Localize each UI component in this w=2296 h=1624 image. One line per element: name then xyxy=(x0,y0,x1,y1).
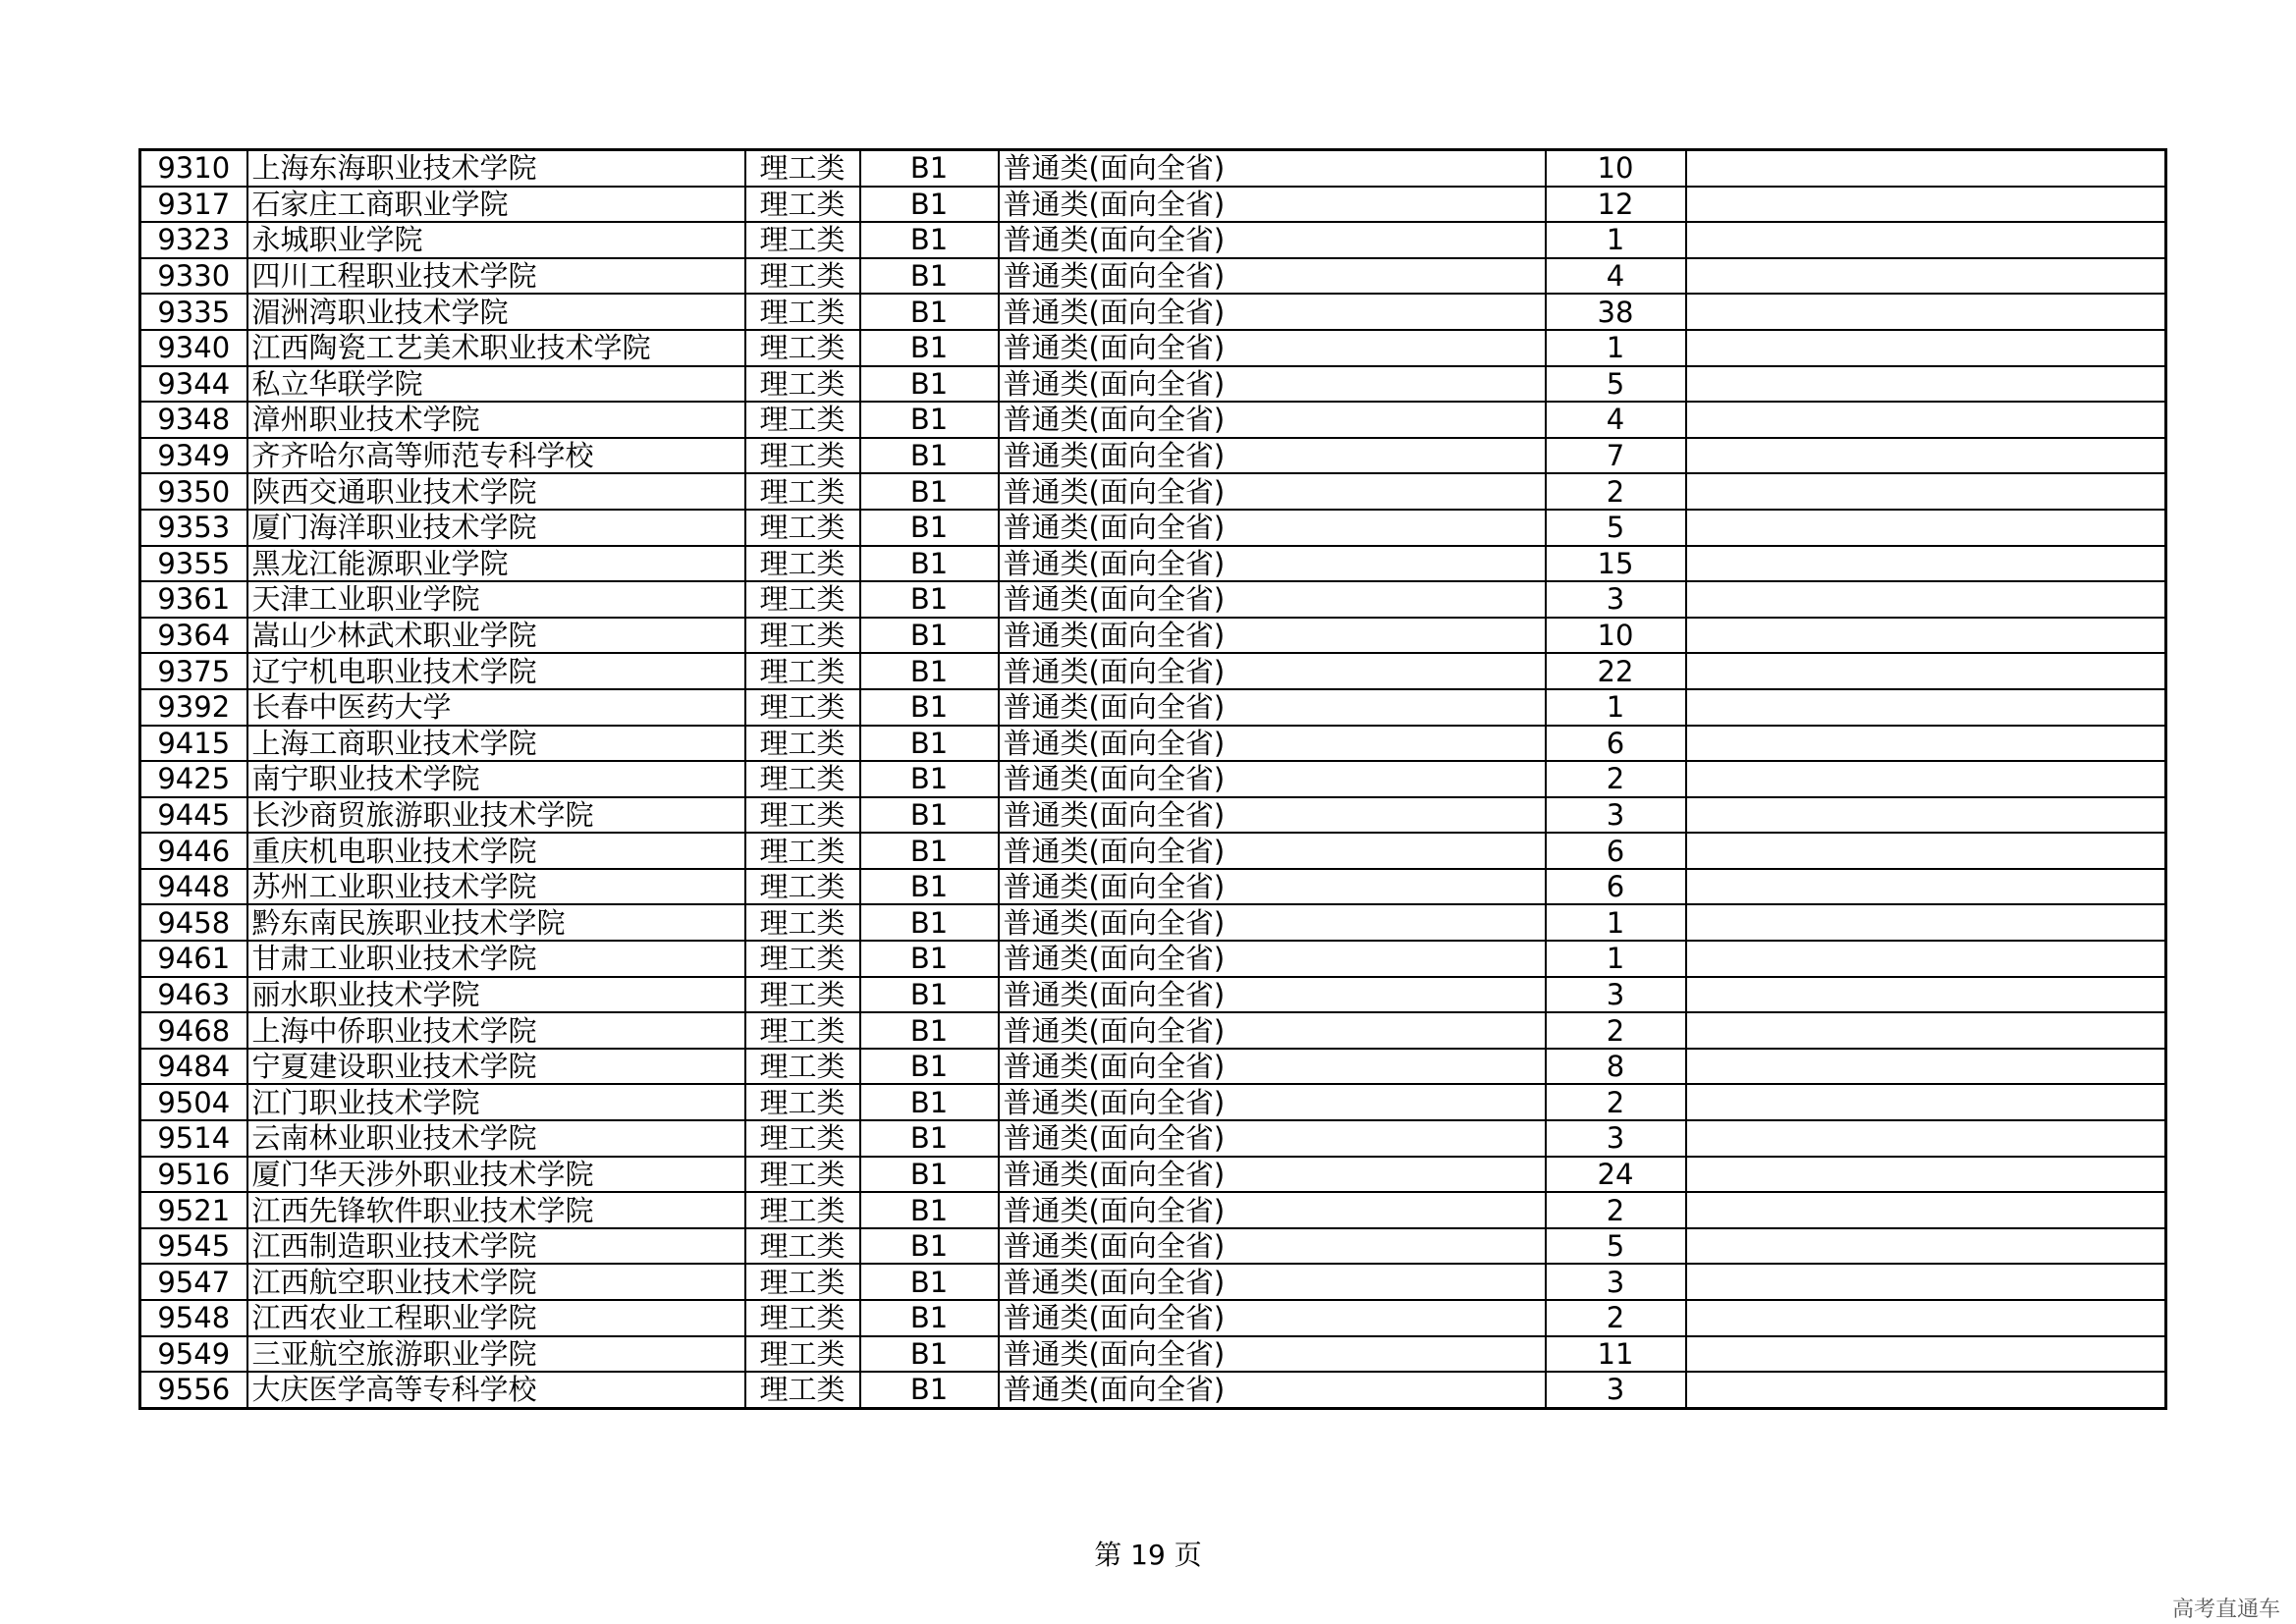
batch-level-cell: B1 xyxy=(860,761,999,797)
subject-category-cell: 理工类 xyxy=(745,438,860,474)
remarks-cell xyxy=(1686,869,2166,905)
subject-category-cell: 理工类 xyxy=(745,653,860,689)
plan-count-cell: 24 xyxy=(1546,1157,1686,1193)
school-code-cell: 9310 xyxy=(140,150,247,187)
school-name-cell: 长春中医药大学 xyxy=(247,689,745,726)
school-name-cell: 上海中侨职业技术学院 xyxy=(247,1012,745,1049)
table-row xyxy=(140,618,2166,654)
school-code-cell: 9353 xyxy=(140,510,247,546)
school-code-cell: 9335 xyxy=(140,294,247,330)
batch-level-cell: B1 xyxy=(860,473,999,510)
remarks-cell xyxy=(1686,1049,2166,1085)
plan-type-cell: 普通类(面向全省) xyxy=(999,473,1546,510)
plan-type-cell: 普通类(面向全省) xyxy=(999,1012,1546,1049)
plan-type-cell: 普通类(面向全省) xyxy=(999,294,1546,330)
plan-count-cell: 6 xyxy=(1546,869,1686,905)
remarks-cell xyxy=(1686,1012,2166,1049)
school-code-cell: 9340 xyxy=(140,330,247,366)
plan-count-cell: 2 xyxy=(1546,761,1686,797)
plan-type-cell: 普通类(面向全省) xyxy=(999,1049,1546,1085)
plan-count-cell: 3 xyxy=(1546,977,1686,1013)
table-row xyxy=(140,546,2166,582)
school-code-cell: 9415 xyxy=(140,726,247,762)
batch-level-cell: B1 xyxy=(860,977,999,1013)
school-code-cell: 9514 xyxy=(140,1120,247,1157)
remarks-cell xyxy=(1686,1372,2166,1408)
subject-category-cell: 理工类 xyxy=(745,510,860,546)
plan-count-cell: 8 xyxy=(1546,1049,1686,1085)
school-name-cell: 天津工业职业学院 xyxy=(247,581,745,618)
school-name-cell: 江门职业技术学院 xyxy=(247,1084,745,1120)
plan-count-cell: 11 xyxy=(1546,1336,1686,1373)
batch-level-cell: B1 xyxy=(860,258,999,295)
plan-count-cell: 7 xyxy=(1546,438,1686,474)
remarks-cell xyxy=(1686,689,2166,726)
plan-type-cell: 普通类(面向全省) xyxy=(999,187,1546,223)
plan-type-cell: 普通类(面向全省) xyxy=(999,402,1546,438)
batch-level-cell: B1 xyxy=(860,581,999,618)
school-code-cell: 9425 xyxy=(140,761,247,797)
remarks-cell xyxy=(1686,1300,2166,1336)
table-row xyxy=(140,402,2166,438)
batch-level-cell: B1 xyxy=(860,1049,999,1085)
table-row xyxy=(140,1012,2166,1049)
school-name-cell: 长沙商贸旅游职业技术学院 xyxy=(247,797,745,834)
admission-plan-table xyxy=(138,148,2167,1410)
plan-count-cell: 3 xyxy=(1546,1264,1686,1300)
table-row xyxy=(140,1264,2166,1300)
school-name-cell: 辽宁机电职业技术学院 xyxy=(247,653,745,689)
remarks-cell xyxy=(1686,366,2166,403)
plan-type-cell: 普通类(面向全省) xyxy=(999,1192,1546,1228)
batch-level-cell: B1 xyxy=(860,222,999,258)
plan-type-cell: 普通类(面向全省) xyxy=(999,1336,1546,1373)
plan-type-cell: 普通类(面向全省) xyxy=(999,438,1546,474)
school-code-cell: 9364 xyxy=(140,618,247,654)
school-code-cell: 9521 xyxy=(140,1192,247,1228)
batch-level-cell: B1 xyxy=(860,869,999,905)
subject-category-cell: 理工类 xyxy=(745,1192,860,1228)
plan-type-cell: 普通类(面向全省) xyxy=(999,977,1546,1013)
school-name-cell: 苏州工业职业技术学院 xyxy=(247,869,745,905)
plan-count-cell: 38 xyxy=(1546,294,1686,330)
plan-count-cell: 1 xyxy=(1546,904,1686,941)
remarks-cell xyxy=(1686,258,2166,295)
table-row xyxy=(140,1192,2166,1228)
school-code-cell: 9445 xyxy=(140,797,247,834)
plan-count-cell: 2 xyxy=(1546,1192,1686,1228)
school-name-cell: 江西航空职业技术学院 xyxy=(247,1264,745,1300)
subject-category-cell: 理工类 xyxy=(745,869,860,905)
plan-type-cell: 普通类(面向全省) xyxy=(999,618,1546,654)
table-row xyxy=(140,977,2166,1013)
subject-category-cell: 理工类 xyxy=(745,1300,860,1336)
batch-level-cell: B1 xyxy=(860,402,999,438)
school-code-cell: 9468 xyxy=(140,1012,247,1049)
school-code-cell: 9548 xyxy=(140,1300,247,1336)
school-code-cell: 9317 xyxy=(140,187,247,223)
page-number: 第 19 页 xyxy=(1094,1539,1202,1571)
table-row xyxy=(140,438,2166,474)
remarks-cell xyxy=(1686,402,2166,438)
plan-count-cell: 2 xyxy=(1546,1012,1686,1049)
remarks-cell xyxy=(1686,1120,2166,1157)
school-code-cell: 9323 xyxy=(140,222,247,258)
plan-count-cell: 3 xyxy=(1546,581,1686,618)
table-row xyxy=(140,904,2166,941)
school-name-cell: 厦门海洋职业技术学院 xyxy=(247,510,745,546)
batch-level-cell: B1 xyxy=(860,546,999,582)
remarks-cell xyxy=(1686,510,2166,546)
table-row xyxy=(140,330,2166,366)
school-name-cell: 四川工程职业技术学院 xyxy=(247,258,745,295)
school-name-cell: 上海东海职业技术学院 xyxy=(247,150,745,187)
batch-level-cell: B1 xyxy=(860,1157,999,1193)
plan-type-cell: 普通类(面向全省) xyxy=(999,726,1546,762)
batch-level-cell: B1 xyxy=(860,1300,999,1336)
batch-level-cell: B1 xyxy=(860,1012,999,1049)
school-name-cell: 江西制造职业技术学院 xyxy=(247,1228,745,1265)
subject-category-cell: 理工类 xyxy=(745,222,860,258)
school-name-cell: 大庆医学高等专科学校 xyxy=(247,1372,745,1408)
school-code-cell: 9545 xyxy=(140,1228,247,1265)
batch-level-cell: B1 xyxy=(860,510,999,546)
school-name-cell: 宁夏建设职业技术学院 xyxy=(247,1049,745,1085)
plan-type-cell: 普通类(面向全省) xyxy=(999,581,1546,618)
school-name-cell: 南宁职业技术学院 xyxy=(247,761,745,797)
plan-count-cell: 3 xyxy=(1546,797,1686,834)
table-row xyxy=(140,726,2166,762)
school-code-cell: 9348 xyxy=(140,402,247,438)
remarks-cell xyxy=(1686,1192,2166,1228)
subject-category-cell: 理工类 xyxy=(745,941,860,977)
school-code-cell: 9446 xyxy=(140,833,247,869)
plan-type-cell: 普通类(面向全省) xyxy=(999,330,1546,366)
school-name-cell: 厦门华天涉外职业技术学院 xyxy=(247,1157,745,1193)
school-code-cell: 9375 xyxy=(140,653,247,689)
plan-type-cell: 普通类(面向全省) xyxy=(999,904,1546,941)
table-row xyxy=(140,258,2166,295)
school-code-cell: 9463 xyxy=(140,977,247,1013)
table-row xyxy=(140,1120,2166,1157)
subject-category-cell: 理工类 xyxy=(745,977,860,1013)
subject-category-cell: 理工类 xyxy=(745,546,860,582)
table-row xyxy=(140,294,2166,330)
school-name-cell: 湄洲湾职业技术学院 xyxy=(247,294,745,330)
remarks-cell xyxy=(1686,473,2166,510)
school-name-cell: 黔东南民族职业技术学院 xyxy=(247,904,745,941)
plan-count-cell: 22 xyxy=(1546,653,1686,689)
plan-type-cell: 普通类(面向全省) xyxy=(999,258,1546,295)
plan-count-cell: 2 xyxy=(1546,1084,1686,1120)
subject-category-cell: 理工类 xyxy=(745,1012,860,1049)
plan-type-cell: 普通类(面向全省) xyxy=(999,1084,1546,1120)
school-name-cell: 三亚航空旅游职业学院 xyxy=(247,1336,745,1373)
remarks-cell xyxy=(1686,546,2166,582)
subject-category-cell: 理工类 xyxy=(745,1336,860,1373)
school-code-cell: 9516 xyxy=(140,1157,247,1193)
subject-category-cell: 理工类 xyxy=(745,1120,860,1157)
school-code-cell: 9458 xyxy=(140,904,247,941)
subject-category-cell: 理工类 xyxy=(745,402,860,438)
batch-level-cell: B1 xyxy=(860,366,999,403)
school-name-cell: 江西陶瓷工艺美术职业技术学院 xyxy=(247,330,745,366)
plan-type-cell: 普通类(面向全省) xyxy=(999,1300,1546,1336)
plan-count-cell: 10 xyxy=(1546,150,1686,187)
school-name-cell: 重庆机电职业技术学院 xyxy=(247,833,745,869)
school-code-cell: 9349 xyxy=(140,438,247,474)
subject-category-cell: 理工类 xyxy=(745,258,860,295)
school-name-cell: 嵩山少林武术职业学院 xyxy=(247,618,745,654)
plan-count-cell: 3 xyxy=(1546,1120,1686,1157)
plan-count-cell: 1 xyxy=(1546,222,1686,258)
plan-type-cell: 普通类(面向全省) xyxy=(999,1120,1546,1157)
table-row xyxy=(140,1372,2166,1408)
plan-count-cell: 6 xyxy=(1546,726,1686,762)
remarks-cell xyxy=(1686,761,2166,797)
remarks-cell xyxy=(1686,833,2166,869)
watermark-text: 高考直通车 xyxy=(2171,1597,2280,1622)
table-row xyxy=(140,833,2166,869)
school-code-cell: 9392 xyxy=(140,689,247,726)
batch-level-cell: B1 xyxy=(860,1336,999,1373)
plan-type-cell: 普通类(面向全省) xyxy=(999,761,1546,797)
batch-level-cell: B1 xyxy=(860,150,999,187)
plan-count-cell: 4 xyxy=(1546,402,1686,438)
batch-level-cell: B1 xyxy=(860,618,999,654)
subject-category-cell: 理工类 xyxy=(745,1157,860,1193)
subject-category-cell: 理工类 xyxy=(745,187,860,223)
plan-type-cell: 普通类(面向全省) xyxy=(999,222,1546,258)
table-row xyxy=(140,1300,2166,1336)
batch-level-cell: B1 xyxy=(860,1120,999,1157)
plan-count-cell: 2 xyxy=(1546,473,1686,510)
batch-level-cell: B1 xyxy=(860,833,999,869)
remarks-cell xyxy=(1686,330,2166,366)
school-code-cell: 9361 xyxy=(140,581,247,618)
subject-category-cell: 理工类 xyxy=(745,689,860,726)
table-row xyxy=(140,187,2166,223)
plan-type-cell: 普通类(面向全省) xyxy=(999,941,1546,977)
subject-category-cell: 理工类 xyxy=(745,618,860,654)
table-row xyxy=(140,1049,2166,1085)
remarks-cell xyxy=(1686,618,2166,654)
subject-category-cell: 理工类 xyxy=(745,366,860,403)
batch-level-cell: B1 xyxy=(860,904,999,941)
table-row xyxy=(140,366,2166,403)
plan-type-cell: 普通类(面向全省) xyxy=(999,689,1546,726)
remarks-cell xyxy=(1686,1084,2166,1120)
school-code-cell: 9330 xyxy=(140,258,247,295)
plan-type-cell: 普通类(面向全省) xyxy=(999,1264,1546,1300)
table-row xyxy=(140,1228,2166,1265)
school-name-cell: 丽水职业技术学院 xyxy=(247,977,745,1013)
subject-category-cell: 理工类 xyxy=(745,726,860,762)
school-code-cell: 9484 xyxy=(140,1049,247,1085)
remarks-cell xyxy=(1686,653,2166,689)
school-name-cell: 陕西交通职业技术学院 xyxy=(247,473,745,510)
plan-count-cell: 3 xyxy=(1546,1372,1686,1408)
remarks-cell xyxy=(1686,726,2166,762)
batch-level-cell: B1 xyxy=(860,689,999,726)
school-name-cell: 江西农业工程职业学院 xyxy=(247,1300,745,1336)
subject-category-cell: 理工类 xyxy=(745,761,860,797)
plan-count-cell: 5 xyxy=(1546,510,1686,546)
plan-count-cell: 6 xyxy=(1546,833,1686,869)
subject-category-cell: 理工类 xyxy=(745,150,860,187)
school-name-cell: 黑龙江能源职业学院 xyxy=(247,546,745,582)
batch-level-cell: B1 xyxy=(860,330,999,366)
plan-count-cell: 5 xyxy=(1546,1228,1686,1265)
batch-level-cell: B1 xyxy=(860,941,999,977)
table-row xyxy=(140,653,2166,689)
subject-category-cell: 理工类 xyxy=(745,1228,860,1265)
remarks-cell xyxy=(1686,1228,2166,1265)
plan-type-cell: 普通类(面向全省) xyxy=(999,1372,1546,1408)
batch-level-cell: B1 xyxy=(860,797,999,834)
table-row xyxy=(140,1084,2166,1120)
subject-category-cell: 理工类 xyxy=(745,294,860,330)
table-row xyxy=(140,150,2166,187)
remarks-cell xyxy=(1686,1157,2166,1193)
table-row xyxy=(140,581,2166,618)
plan-type-cell: 普通类(面向全省) xyxy=(999,1228,1546,1265)
subject-category-cell: 理工类 xyxy=(745,1049,860,1085)
batch-level-cell: B1 xyxy=(860,294,999,330)
subject-category-cell: 理工类 xyxy=(745,330,860,366)
remarks-cell xyxy=(1686,581,2166,618)
school-code-cell: 9549 xyxy=(140,1336,247,1373)
remarks-cell xyxy=(1686,150,2166,187)
remarks-cell xyxy=(1686,222,2166,258)
school-code-cell: 9504 xyxy=(140,1084,247,1120)
subject-category-cell: 理工类 xyxy=(745,581,860,618)
table-row xyxy=(140,1336,2166,1373)
remarks-cell xyxy=(1686,187,2166,223)
school-name-cell: 上海工商职业技术学院 xyxy=(247,726,745,762)
school-code-cell: 9355 xyxy=(140,546,247,582)
plan-count-cell: 1 xyxy=(1546,941,1686,977)
remarks-cell xyxy=(1686,977,2166,1013)
batch-level-cell: B1 xyxy=(860,187,999,223)
table-row xyxy=(140,689,2166,726)
plan-type-cell: 普通类(面向全省) xyxy=(999,1157,1546,1193)
remarks-cell xyxy=(1686,1336,2166,1373)
batch-level-cell: B1 xyxy=(860,438,999,474)
remarks-cell xyxy=(1686,904,2166,941)
school-name-cell: 石家庄工商职业学院 xyxy=(247,187,745,223)
school-name-cell: 漳州职业技术学院 xyxy=(247,402,745,438)
plan-count-cell: 1 xyxy=(1546,689,1686,726)
plan-type-cell: 普通类(面向全省) xyxy=(999,833,1546,869)
table-row xyxy=(140,761,2166,797)
batch-level-cell: B1 xyxy=(860,1264,999,1300)
plan-count-cell: 12 xyxy=(1546,187,1686,223)
subject-category-cell: 理工类 xyxy=(745,797,860,834)
batch-level-cell: B1 xyxy=(860,653,999,689)
plan-count-cell: 4 xyxy=(1546,258,1686,295)
table-row xyxy=(140,797,2166,834)
subject-category-cell: 理工类 xyxy=(745,833,860,869)
remarks-cell xyxy=(1686,941,2166,977)
plan-count-cell: 5 xyxy=(1546,366,1686,403)
plan-type-cell: 普通类(面向全省) xyxy=(999,366,1546,403)
school-name-cell: 江西先锋软件职业技术学院 xyxy=(247,1192,745,1228)
table-row xyxy=(140,941,2166,977)
table-body xyxy=(140,150,2166,1409)
school-name-cell: 甘肃工业职业技术学院 xyxy=(247,941,745,977)
school-code-cell: 9461 xyxy=(140,941,247,977)
school-code-cell: 9547 xyxy=(140,1264,247,1300)
school-code-cell: 9448 xyxy=(140,869,247,905)
plan-count-cell: 2 xyxy=(1546,1300,1686,1336)
remarks-cell xyxy=(1686,438,2166,474)
batch-level-cell: B1 xyxy=(860,726,999,762)
subject-category-cell: 理工类 xyxy=(745,473,860,510)
subject-category-cell: 理工类 xyxy=(745,1084,860,1120)
remarks-cell xyxy=(1686,1264,2166,1300)
plan-type-cell: 普通类(面向全省) xyxy=(999,869,1546,905)
school-name-cell: 永城职业学院 xyxy=(247,222,745,258)
table-row xyxy=(140,473,2166,510)
subject-category-cell: 理工类 xyxy=(745,904,860,941)
plan-type-cell: 普通类(面向全省) xyxy=(999,797,1546,834)
plan-count-cell: 1 xyxy=(1546,330,1686,366)
table-row xyxy=(140,869,2166,905)
table-row xyxy=(140,1157,2166,1193)
school-code-cell: 9556 xyxy=(140,1372,247,1408)
plan-type-cell: 普通类(面向全省) xyxy=(999,653,1546,689)
school-name-cell: 云南林业职业技术学院 xyxy=(247,1120,745,1157)
plan-type-cell: 普通类(面向全省) xyxy=(999,546,1546,582)
table-row xyxy=(140,222,2166,258)
remarks-cell xyxy=(1686,797,2166,834)
batch-level-cell: B1 xyxy=(860,1228,999,1265)
plan-type-cell: 普通类(面向全省) xyxy=(999,150,1546,187)
batch-level-cell: B1 xyxy=(860,1372,999,1408)
school-name-cell: 齐齐哈尔高等师范专科学校 xyxy=(247,438,745,474)
plan-type-cell: 普通类(面向全省) xyxy=(999,510,1546,546)
remarks-cell xyxy=(1686,294,2166,330)
plan-count-cell: 10 xyxy=(1546,618,1686,654)
subject-category-cell: 理工类 xyxy=(745,1372,860,1408)
school-code-cell: 9344 xyxy=(140,366,247,403)
plan-count-cell: 15 xyxy=(1546,546,1686,582)
batch-level-cell: B1 xyxy=(860,1192,999,1228)
table-row xyxy=(140,510,2166,546)
school-name-cell: 私立华联学院 xyxy=(247,366,745,403)
school-code-cell: 9350 xyxy=(140,473,247,510)
batch-level-cell: B1 xyxy=(860,1084,999,1120)
subject-category-cell: 理工类 xyxy=(745,1264,860,1300)
